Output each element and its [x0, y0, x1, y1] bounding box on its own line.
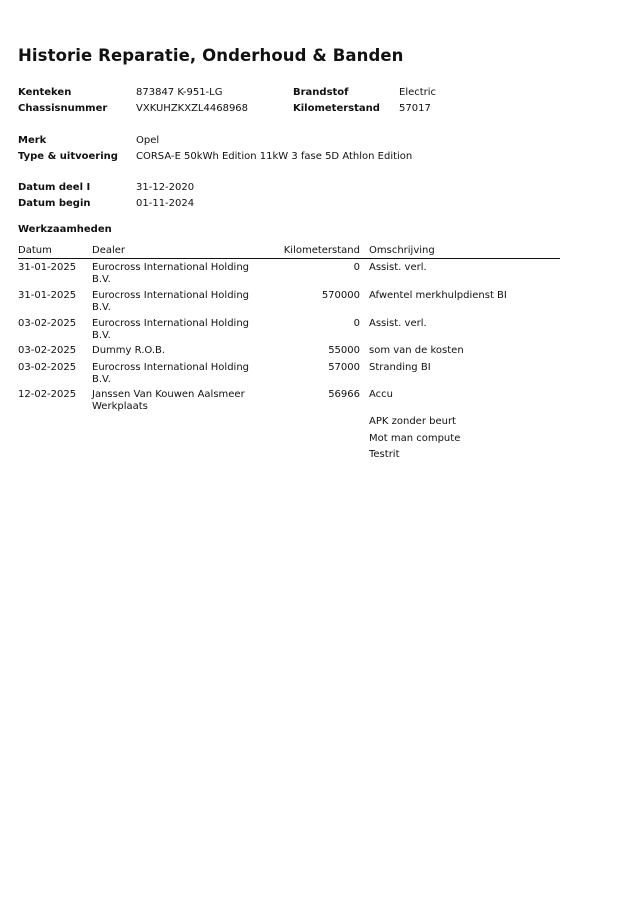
type-label: Type & uitvoering: [18, 151, 118, 162]
kilometerstand-value: 57017: [399, 103, 431, 114]
row-kilometerstand: 570000: [321, 290, 360, 301]
row-omschrijving: Afwentel merkhulpdienst BI: [369, 290, 507, 301]
kenteken-value: 873847 K-951-LG: [136, 87, 223, 98]
row-omschrijving: Stranding BI: [369, 362, 431, 373]
row-omschrijving: Mot man compute: [369, 433, 461, 444]
row-dealer: Eurocross International Holding B.V.: [92, 290, 250, 313]
row-omschrijving: Accu: [369, 389, 393, 400]
merk-value: Opel: [136, 135, 160, 146]
header-divider: [18, 258, 560, 259]
chassis-label: Chassisnummer: [18, 103, 108, 114]
chassis-value: VXKUHZKXZL4468968: [136, 103, 249, 114]
header-kilometerstand: Kilometerstand: [283, 245, 360, 256]
row-dealer: Dummy R.O.B.: [92, 345, 166, 356]
row-datum: 31-01-2025: [18, 262, 77, 273]
kilometerstand-label: Kilometerstand: [293, 103, 380, 114]
brandstof-value: Electric: [399, 87, 437, 98]
header-omschrijving: Omschrijving: [369, 245, 435, 256]
row-datum: 12-02-2025: [18, 389, 77, 400]
werkzaamheden-title: Werkzaamheden: [18, 224, 112, 235]
page-title: Historie Reparatie, Onderhoud & Banden: [18, 46, 404, 65]
datum-begin-label: Datum begin: [18, 198, 91, 209]
row-omschrijving: Assist. verl.: [369, 262, 427, 273]
row-kilometerstand: 0: [353, 262, 360, 273]
row-kilometerstand: 57000: [328, 362, 360, 373]
row-dealer: Eurocross International Holding B.V.: [92, 262, 250, 285]
row-kilometerstand: 56966: [328, 389, 360, 400]
brandstof-label: Brandstof: [293, 87, 349, 98]
header-dealer: Dealer: [92, 245, 126, 256]
row-omschrijving: Testrit: [369, 449, 400, 460]
kenteken-label: Kenteken: [18, 87, 72, 98]
row-kilometerstand: 55000: [328, 345, 360, 356]
type-value: CORSA-E 50kWh Edition 11kW 3 fase 5D Athlon Edition: [136, 151, 413, 162]
row-dealer: Janssen Van Kouwen Aalsmeer Werkplaats: [92, 389, 245, 412]
row-datum: 03-02-2025: [18, 362, 77, 373]
header-datum: Datum: [18, 245, 52, 256]
datum-deel1-value: 31-12-2020: [136, 182, 195, 193]
merk-label: Merk: [18, 135, 47, 146]
row-datum: 31-01-2025: [18, 290, 77, 301]
row-datum: 03-02-2025: [18, 318, 77, 329]
row-omschrijving: Assist. verl.: [369, 318, 427, 329]
row-datum: 03-02-2025: [18, 345, 77, 356]
row-kilometerstand: 0: [353, 318, 360, 329]
row-dealer: Eurocross International Holding B.V.: [92, 318, 250, 341]
row-dealer: Eurocross International Holding B.V.: [92, 362, 250, 385]
row-omschrijving: som van de kosten: [369, 345, 464, 356]
row-omschrijving: APK zonder beurt: [369, 416, 456, 427]
datum-begin-value: 01-11-2024: [136, 198, 195, 209]
datum-deel1-label: Datum deel I: [18, 182, 91, 193]
